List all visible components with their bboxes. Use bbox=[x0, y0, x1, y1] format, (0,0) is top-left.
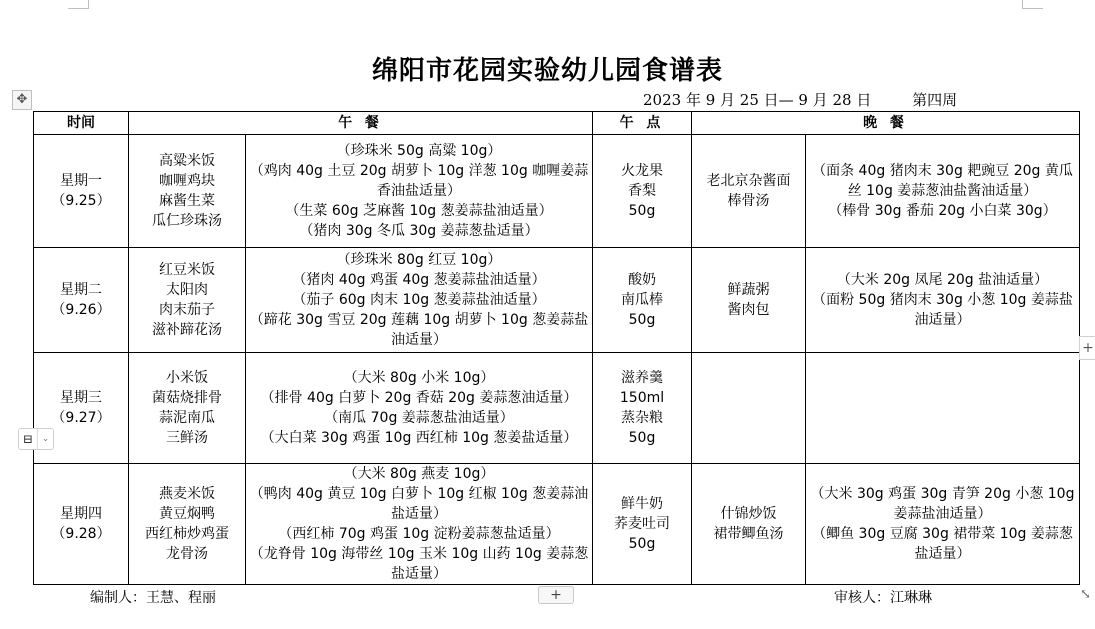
dinner-details-cell-line: （大米 30g 鸡蛋 30g 青笋 20g 小葱 10g 姜蒜盐油适量） bbox=[810, 486, 1075, 522]
dinner-dishes-cell-line: 老北京杂酱面 bbox=[706, 173, 791, 189]
resize-handle-icon[interactable]: ⤡ bbox=[1080, 587, 1091, 602]
header-time: 时间 bbox=[34, 112, 129, 135]
snack-cell-line: 150ml bbox=[619, 390, 665, 406]
lunch-dishes-cell-line: 菌菇烧排骨 bbox=[152, 390, 222, 406]
dinner-details-cell-line: （面粉 50g 猪肉末 30g 小葱 10g 姜蒜盐油适量） bbox=[812, 292, 1073, 328]
snack-cell-line: 50g bbox=[628, 430, 656, 446]
chevron-down-icon[interactable]: ⌄ bbox=[41, 434, 50, 444]
header-lunch: 午 餐 bbox=[129, 112, 593, 135]
dinner-dishes-cell[interactable] bbox=[692, 135, 806, 248]
lunch-details-cell-line: （猪肉 30g 冬瓜 30g 姜蒜葱盐适量） bbox=[299, 223, 539, 239]
lunch-dishes-cell-line: 燕麦米饭 bbox=[159, 486, 215, 502]
lunch-details-cell-line: （茄子 60g 肉末 10g 葱姜蒜盐油适量） bbox=[292, 292, 546, 308]
date-line bbox=[643, 89, 957, 110]
dinner-dishes-cell-line: 酱肉包 bbox=[727, 302, 770, 318]
lunch-dishes-cell-line: 蒜泥南瓜 bbox=[159, 410, 215, 426]
lunch-dishes-cell-line: 红豆米饭 bbox=[159, 262, 215, 278]
lunch-dishes-cell-line: 麻酱生菜 bbox=[159, 193, 215, 209]
lunch-details-cell-line: （大米 80g 燕麦 10g） bbox=[343, 466, 495, 482]
date-label: （9.26） bbox=[51, 302, 111, 318]
table-row bbox=[34, 135, 1080, 248]
table-row bbox=[34, 464, 1080, 585]
date-label: （9.27） bbox=[51, 410, 111, 426]
row-insert-icon[interactable]: ⊟ bbox=[19, 429, 38, 449]
row-insert-control[interactable] bbox=[18, 428, 54, 450]
lunch-dishes-cell-line: 瓜仁珍珠汤 bbox=[152, 213, 222, 229]
dinner-details-cell[interactable] bbox=[806, 353, 1080, 464]
dinner-dishes-cell[interactable] bbox=[692, 353, 806, 464]
dinner-dishes-cell[interactable] bbox=[692, 464, 806, 585]
dinner-details-cell-line: （棒骨 30g 番茄 20g 小白菜 30g） bbox=[828, 203, 1057, 219]
snack-cell[interactable] bbox=[593, 353, 692, 464]
menu-table bbox=[33, 111, 1080, 585]
lunch-details-cell-line: （南瓜 70g 姜蒜葱盐油适量） bbox=[324, 410, 514, 426]
lunch-dishes-cell-line: 西红柿炒鸡蛋 bbox=[145, 526, 229, 542]
dinner-details-cell-line: （面条 40g 猪肉末 30g 耙豌豆 20g 黄瓜丝 10g 姜蒜葱油盐酱油适量） bbox=[812, 163, 1073, 199]
snack-cell-line: 50g bbox=[628, 312, 656, 328]
reviewer-label: 审核人：江琳琳 bbox=[834, 590, 932, 606]
weekday-label: 星期四 bbox=[60, 506, 102, 522]
lunch-dishes-cell-line: 咖喱鸡块 bbox=[159, 173, 215, 189]
day-cell[interactable] bbox=[34, 248, 129, 353]
date-label: （9.25） bbox=[51, 193, 111, 209]
dinner-dishes-cell-line: 棒骨汤 bbox=[727, 193, 770, 209]
lunch-details-cell-line: （龙脊骨 10g 海带丝 10g 玉米 10g 山药 10g 姜蒜葱盐适量） bbox=[249, 546, 589, 582]
lunch-dishes-cell-line: 太阳肉 bbox=[166, 282, 208, 298]
snack-cell-line: 荞麦吐司 bbox=[614, 516, 670, 532]
table-row bbox=[34, 353, 1080, 464]
lunch-dishes-cell-line: 龙骨汤 bbox=[166, 546, 208, 562]
lunch-details-cell-line: （珍珠米 50g 高粱 10g） bbox=[336, 143, 502, 159]
lunch-details-cell-line: （生菜 60g 芝麻酱 10g 葱姜蒜盐油适量） bbox=[285, 203, 553, 219]
snack-cell-line: 50g bbox=[628, 536, 656, 552]
snack-cell-line: 蒸杂粮 bbox=[621, 410, 663, 426]
dinner-details-cell[interactable] bbox=[806, 248, 1080, 353]
dinner-dishes-cell[interactable] bbox=[692, 248, 806, 353]
lunch-details-cell-line: （排骨 40g 白萝卜 20g 香菇 20g 姜蒜葱油适量） bbox=[260, 390, 578, 406]
date-range: 2023 年 9 月 25 日— 9 月 28 日 bbox=[643, 91, 872, 109]
dinner-details-cell-line: （鲫鱼 30g 豆腐 30g 裙带菜 10g 姜蒜葱盐适量） bbox=[812, 526, 1073, 562]
weekday-label: 星期二 bbox=[60, 282, 102, 298]
snack-cell-line: 鲜牛奶 bbox=[621, 496, 663, 512]
lunch-dishes-cell[interactable] bbox=[129, 248, 246, 353]
lunch-dishes-cell-line: 黄豆焖鸭 bbox=[159, 506, 215, 522]
lunch-details-cell-line: （珍珠米 80g 红豆 10g） bbox=[336, 252, 502, 268]
lunch-details-cell-line: （大白菜 30g 鸡蛋 10g 西红柿 10g 葱姜盐适量） bbox=[260, 430, 578, 446]
lunch-details-cell-line: （鸡肉 40g 土豆 20g 胡萝卜 10g 洋葱 10g 咖喱姜蒜香油盐适量） bbox=[249, 163, 589, 199]
lunch-dishes-cell-line: 三鲜汤 bbox=[166, 430, 208, 446]
add-row-button[interactable]: + bbox=[538, 586, 574, 604]
week-label: 第四周 bbox=[912, 91, 958, 109]
header-dinner: 晚 餐 bbox=[692, 112, 1080, 135]
snack-cell[interactable] bbox=[593, 248, 692, 353]
dinner-dishes-cell-line: 什锦炒饭 bbox=[720, 506, 777, 522]
lunch-dishes-cell-line: 小米饭 bbox=[166, 370, 208, 386]
page-title: 绵阳市花园实验幼儿园食谱表 bbox=[371, 56, 723, 86]
lunch-dishes-cell[interactable] bbox=[129, 464, 246, 585]
table-move-icon[interactable]: ✥ bbox=[12, 90, 32, 110]
day-cell[interactable] bbox=[34, 135, 129, 248]
lunch-dishes-cell[interactable] bbox=[129, 353, 246, 464]
lunch-details-cell-line: （鸭肉 40g 黄豆 10g 白萝卜 10g 红椒 10g 葱姜蒜油盐适量） bbox=[249, 486, 589, 522]
add-column-button[interactable]: + bbox=[1079, 336, 1095, 360]
lunch-details-cell[interactable] bbox=[246, 353, 593, 464]
snack-cell-line: 南瓜棒 bbox=[621, 292, 663, 308]
page-corner-mark-left bbox=[68, 0, 89, 9]
compiler-label: 编制人：王慧、程丽 bbox=[90, 590, 216, 606]
table-row bbox=[34, 248, 1080, 353]
lunch-dishes-cell-line: 高粱米饭 bbox=[159, 153, 215, 169]
dinner-dishes-cell-line: 鲜蔬粥 bbox=[727, 282, 770, 298]
snack-cell-line: 香梨 bbox=[628, 183, 656, 199]
weekday-label: 星期一 bbox=[60, 173, 102, 189]
dinner-dishes-cell-line: 裙带鲫鱼汤 bbox=[713, 526, 784, 542]
dinner-details-cell[interactable] bbox=[806, 135, 1080, 248]
snack-cell[interactable] bbox=[593, 464, 692, 585]
lunch-dishes-cell[interactable] bbox=[129, 135, 246, 248]
table-header-row bbox=[34, 112, 1080, 135]
lunch-dishes-cell-line: 肉末茄子 bbox=[159, 302, 215, 318]
page-corner-mark-right bbox=[1022, 0, 1043, 9]
snack-cell-line: 酸奶 bbox=[628, 272, 656, 288]
snack-cell[interactable] bbox=[593, 135, 692, 248]
lunch-details-cell-line: （大米 80g 小米 10g） bbox=[343, 370, 495, 386]
header-snack: 午 点 bbox=[593, 112, 692, 135]
lunch-details-cell[interactable] bbox=[246, 464, 593, 585]
dinner-details-cell-line: （大米 20g 凤尾 20g 盐油适量） bbox=[836, 272, 1049, 288]
lunch-details-cell-line: （猪肉 40g 鸡蛋 40g 葱姜蒜盐油适量） bbox=[292, 272, 546, 288]
snack-cell-line: 火龙果 bbox=[621, 163, 663, 179]
weekday-label: 星期三 bbox=[60, 390, 102, 406]
dinner-details-cell[interactable] bbox=[806, 464, 1080, 585]
lunch-dishes-cell-line: 滋补蹄花汤 bbox=[152, 322, 222, 338]
lunch-details-cell[interactable] bbox=[246, 135, 593, 248]
lunch-details-cell[interactable] bbox=[246, 248, 593, 353]
date-label: （9.28） bbox=[51, 526, 111, 542]
day-cell[interactable] bbox=[34, 464, 129, 585]
lunch-details-cell-line: （蹄花 30g 雪豆 20g 莲藕 10g 胡萝卜 10g 葱姜蒜盐油适量） bbox=[249, 312, 589, 348]
snack-cell-line: 滋养羹 bbox=[621, 370, 663, 386]
lunch-details-cell-line: （西红柿 70g 鸡蛋 10g 淀粉姜蒜葱盐适量） bbox=[278, 526, 560, 542]
snack-cell-line: 50g bbox=[628, 203, 656, 219]
